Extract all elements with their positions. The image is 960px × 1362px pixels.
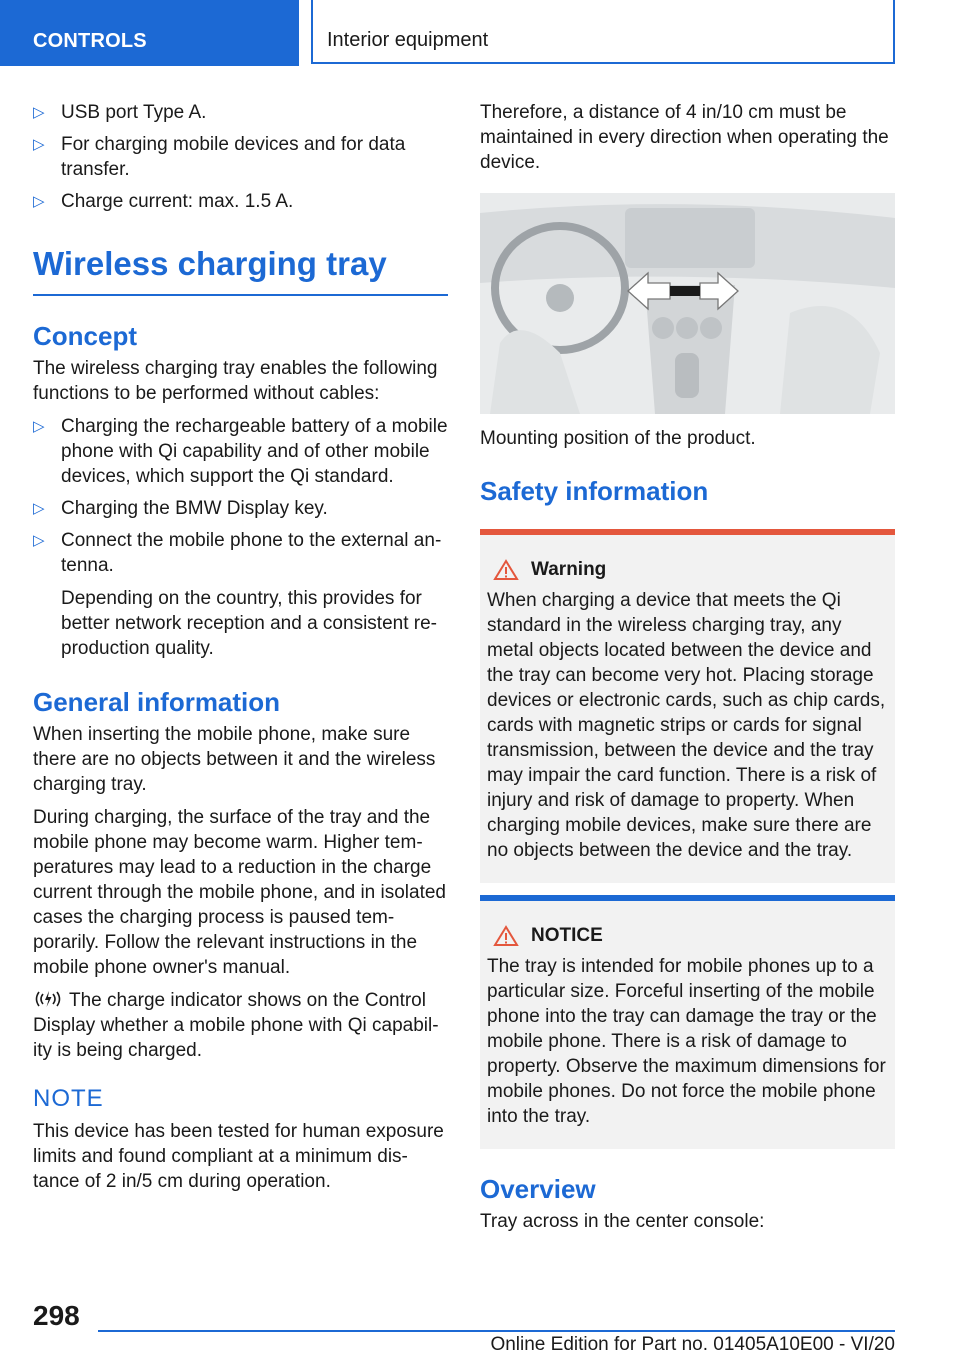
paragraph: When inserting the mobile phone, make sure there are no objects between it and the wireless charging tray. (33, 724, 436, 795)
warning-text: When charging a device that meets the Qi standard in the wireless charging tray, any metal objects located between the device and the tray can become very hot. Placing storage devices or electronic cards, such as chip cards, cards with magnetic strips or cards for signal transmission, between the device and the tray may impair the card function. There is a risk of injury and risk of damage to property. When charging mobile devices, make sure there are no objects between the device and the tray. (487, 590, 886, 861)
page-header (0, 0, 960, 66)
charge-indicator-text: The charge indicator shows on the Control Display whether a mobile phone with Qi capability is being charged. (33, 990, 439, 1061)
note-text: This device has been tested for human exposure limits and found compliant at a minimum distance of 2 in/5 cm during operation. (33, 1121, 444, 1192)
warning-title: Warning (531, 559, 607, 580)
notice-title-row (487, 923, 889, 948)
section-tab: CONTROLS (0, 0, 299, 66)
footer-edition (98, 1334, 895, 1356)
concept-heading: Concept (33, 321, 137, 351)
paragraph: During charging, the surface of the tray and the mobile phone may become warm. Higher temperatures may lead to a reduction in the charge current through the mobile phone, and in isolated cases the charging process is paused temporarily. Follow the relevant instructions in the mobile phone owner's manual. (33, 807, 446, 978)
notice-text: The tray is intended for mobile phones up to a particular size. Forceful inserting of the mobile phone into the tray can damage the tray or the mobile phone. There is a risk of damage to property. Observe the maximum dimensions for mobile phones. Do not force the mobile phone into the tray. (487, 956, 886, 1127)
charge-indicator-paragraph (33, 988, 448, 1063)
edition-text: Online Edition for Part no. 01405A10E00 - VI/20 (490, 1334, 895, 1355)
page-number: 298 (33, 1300, 80, 1331)
chapter-title: Interior equipment (311, 0, 895, 64)
general-info-heading: General information (33, 687, 281, 717)
list-item (33, 528, 448, 661)
warning-triangle-icon (493, 559, 519, 581)
section-title: Wireless charging tray (33, 244, 448, 296)
list-item: ▷ USB port Type A. (33, 100, 448, 125)
safety-heading: Safety information (480, 476, 709, 506)
list-item: ▷ For charging mobile devices and for data transfer. (33, 132, 448, 182)
left-column (33, 100, 448, 1202)
warning-box (480, 529, 895, 883)
paragraph: Therefore, a distance of 4 in/10 cm must be maintained in every direction when operating the device. (480, 102, 889, 173)
warning-title-row (487, 557, 889, 582)
notice-box (480, 895, 895, 1149)
overview-heading: Overview (480, 1174, 596, 1204)
list-item: ▷ Charge current: max. 1.5 A. (33, 189, 448, 214)
list-item (33, 496, 448, 521)
usb-bullet-list (33, 100, 448, 214)
warning-triangle-icon (493, 925, 519, 947)
note-heading: NOTE (33, 1085, 104, 1112)
notice-title: NOTICE (531, 925, 603, 946)
list-item-text: ▷ Connect the mobile phone to the external antenna. (61, 530, 442, 576)
list-item-text: Charging the rechargeable battery of a mobile phone with Qi capability and of other mobile devices, which support the Qi standard. (61, 416, 448, 487)
image-caption: Mounting position of the product. (480, 428, 756, 449)
wireless-charge-icon (33, 989, 63, 1009)
concept-bullet-list (33, 414, 448, 661)
mounting-position-image (480, 193, 895, 414)
list-item (33, 414, 448, 489)
footer-rule (98, 1330, 895, 1332)
overview-text: Tray across in the center console: (480, 1211, 765, 1232)
right-column (480, 100, 895, 1242)
list-item-text: Charging the BMW Display key. (61, 498, 328, 519)
concept-intro: The wireless charging tray enables the following functions to be performed without cables: (33, 358, 438, 404)
list-item-subtext: Depending on the country, this provides for better network reception and a consistent reproduction quality. (61, 588, 437, 659)
